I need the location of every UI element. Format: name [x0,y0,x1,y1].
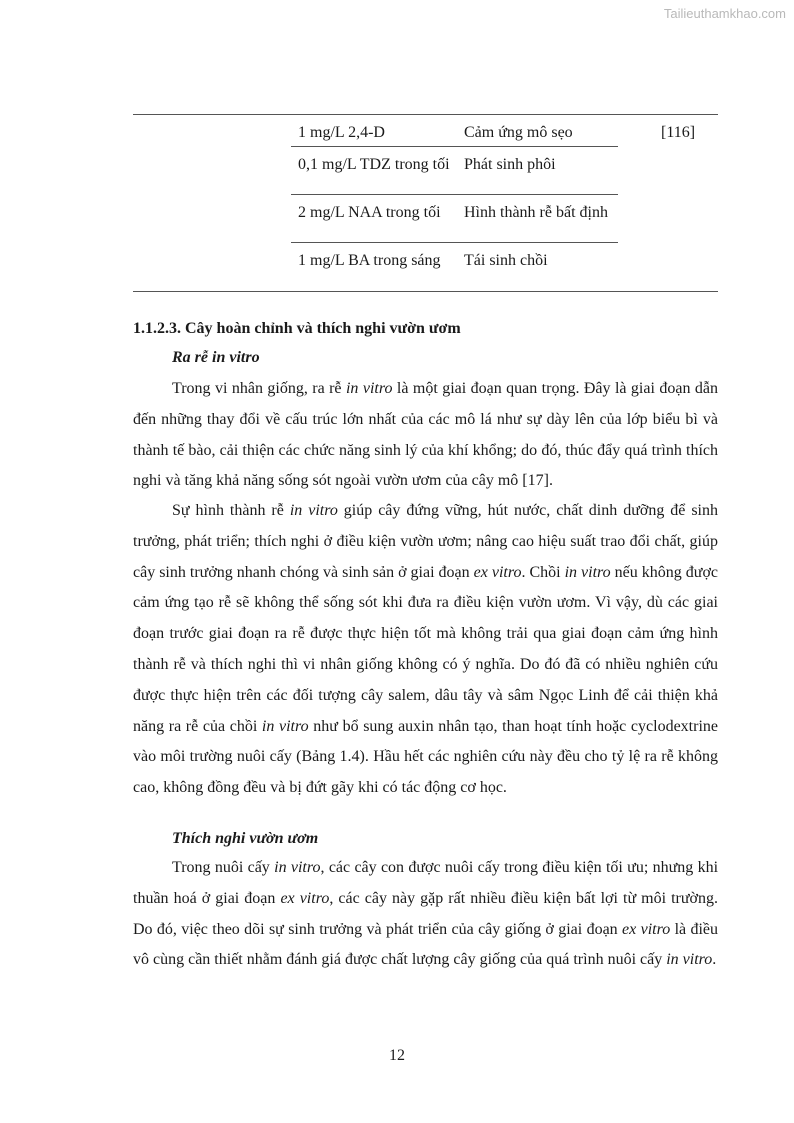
watermark: Tailieuthamkhao.com [663,6,786,21]
table-row [133,147,718,195]
paragraph-root-formation: Sự hình thành rễ in vitro giúp cây đứng vững, hút nước, chất dinh dưỡng để sinh trưởng, phát triển; thích nghi ở điều kiện vườn ươm; nâng cao hiệu suất trao đổi chất, giúp cây sinh trưởng nhanh chóng và sinh sản ở giai đoạn ex vitro. Chồi in vitro nếu không được cảm ứng tạo rễ sẽ không thể sống sót khi đưa ra điều kiện vườn ươm. Vì vậy, dù các giai đoạn trước giai đoạn ra rễ được thực hiện tốt mà không trải qua giai đoạn cảm ứng hình thành rễ và thích nghi thì vi nhân giống không có ý nghĩa. Do đó đã có nhiều nghiên cứu được thực hiện trên các đối tượng cây salem, dâu tây và sâm Ngọc Linh để cải thiện khả năng ra rễ của chồi in vitro như bổ sung auxin nhân tạo, than hoạt tính hoặc cyclodextrine vào môi trường nuôi cấy (Bảng 1.4). Hầu hết các nghiên cứu này đều cho tỷ lệ ra rễ không cao, không đồng đều và bị đứt gãy khi có tác động cơ học. [133,502,719,797]
table-cell-effect: Phát sinh phôi [464,156,556,173]
subheading-rooting: Ra rễ in vitro [172,349,260,366]
paragraph-rooting-intro: Trong vi nhân giống, ra rễ in vitro là một giai đoạn quan trọng. Đây là giai đoạn dẫn đến những thay đổi về cấu trúc lớn nhất của các mô lá như sự dày lên của lớp biểu bì và thành tế bào, cải thiện các chức năng sinh lý của khí khổng; do đó, thúc đẩy quá trình thích nghi và tăng khả năng sống sót ngoài vườn ươm của cây mô [17]. [133,380,718,490]
table-row [133,115,718,147]
subheading-acclimatization: Thích nghi vườn ươm [172,830,319,847]
table-cell-concentration: 1 mg/L 2,4-D [298,124,385,141]
paragraph-acclimatization: Trong nuôi cấy in vitro, các cây con được nuôi cấy trong điều kiện tối ưu; nhưng khi thuần hoá ở giai đoạn ex vitro, các cây này gặp rất nhiều điều kiện bất lợi từ môi trường. Do đó, việc theo dõi sự sinh trưởng và phát triển của cây giống ở giai đoạn ex vitro là điều vô cùng cần thiết nhằm đánh giá được chất lượng cây giống của quá trình nuôi cấy in vitro. [133,859,719,969]
table-cell-effect: Cảm ứng mô sẹo [464,124,573,141]
table-cell-effect: Tái sinh chồi [464,252,548,269]
page-number: 12 [389,1047,405,1064]
table-cell-concentration: 1 mg/L BA trong sáng [298,252,441,269]
table-cell-concentration: 0,1 mg/L TDZ trong tối [298,156,450,173]
table-row [133,243,718,291]
table-cell-reference: [116] [661,124,696,141]
section-heading: 1.1.2.3. Cây hoàn chỉnh và thích nghi vườn ươm [133,320,461,337]
table-cell-effect: Hình thành rễ bất định [464,204,608,221]
table-cell-concentration: 2 mg/L NAA trong tối [298,204,441,221]
table-row [133,195,718,243]
media-table [133,114,718,292]
